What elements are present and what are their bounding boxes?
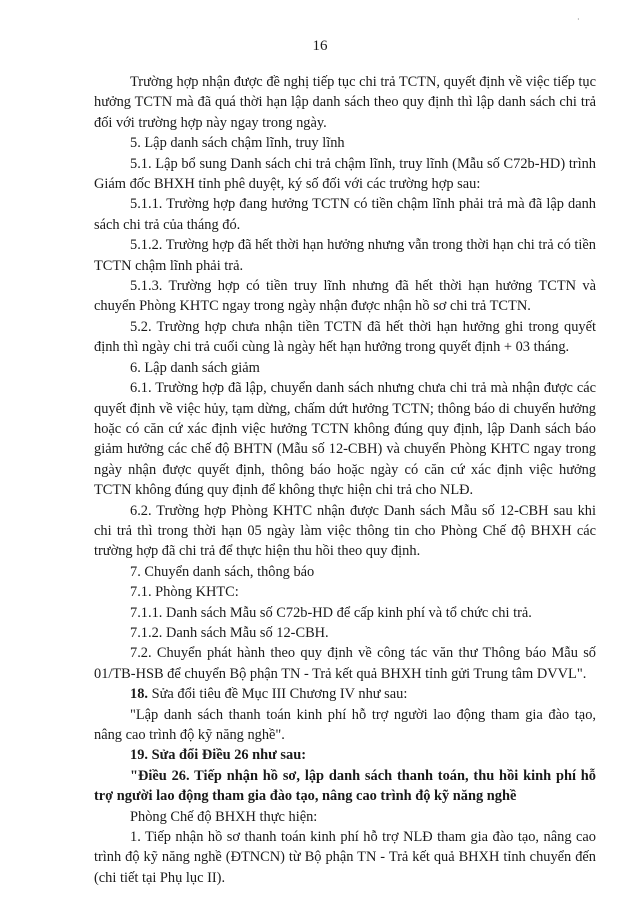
page-number: 16 [312, 38, 328, 54]
section-heading: 6. Lập danh sách giảm [130, 359, 260, 376]
paragraph: 7.1. Phòng KHTC: [130, 584, 239, 601]
paragraph: 6.2. Trường hợp Phòng KHTC nhận được Danh sách Mẫu số 12-CBH sau khi chi trả thì trong thời hạn 05 ngày làm việc thông tin cho Phòng Chế độ BHXH các trường hợp đã chi trả để thực hiện thu hồi theo quy định. [94, 502, 596, 560]
section-heading: 7. Chuyển danh sách, thông báo [130, 563, 315, 580]
paragraph: 7.1.2. Danh sách Mẫu số 12-CBH. [130, 624, 329, 641]
paragraph: 5.2. Trường hợp chưa nhận tiền TCTN đã hết thời hạn hưởng ghi trong quyết định thì ngày chi trả cuối cùng là ngày hết hạn hưởng trong quyết định + 03 tháng. [94, 318, 596, 356]
paragraph: 7.2. Chuyển phát hành theo quy định về công tác văn thư Thông báo Mẫu số 01/TB-HSB để chuyển Bộ phận TN - Trả kết quả BHXH tỉnh gửi Trung tâm DVVL". [94, 645, 596, 682]
paragraph: 5.1.1. Trường hợp đang hưởng TCTN có tiền chậm lĩnh phải trả mà đã lập danh sách chi trả của tháng đó. [94, 196, 596, 233]
paragraph: Trường hợp nhận được đề nghị tiếp tục chi trả TCTN, quyết định về việc tiếp tục hưởng TCTN mà đã quá thời hạn lập danh sách theo quy định thì lập danh sách chi trả đối với trường hợp này ngay trong ngày. [94, 74, 596, 131]
item-text: Sửa đổi tiêu đề Mục III Chương IV như sau: [148, 686, 408, 703]
paragraph: 5.1.2. Trường hợp đã hết thời hạn hưởng nhưng vẫn trong thời hạn chi trả có tiền TCTN chậm lĩnh phải trả. [94, 237, 596, 274]
paragraph: 1. Tiếp nhận hồ sơ thanh toán kinh phí hỗ trợ NLĐ tham gia đào tạo, nâng cao trình độ kỹ năng nghề (ĐTNCN) từ Bộ phận TN - Trả kết quả BHXH tỉnh chuyển đến (chi tiết tại Phụ lục II). [94, 829, 596, 886]
paragraph: Phòng Chế độ BHXH thực hiện: [130, 808, 318, 825]
paragraph: 5.1. Lập bổ sung Danh sách chi trả chậm lĩnh, truy lĩnh (Mẫu số C72b-HD) trình Giám đốc BHXH tỉnh phê duyệt, ký số đối với các trường hợp sau: [94, 155, 596, 193]
article-title: "Điều 26. Tiếp nhận hồ sơ, lập danh sách thanh toán, thu hồi kinh phí hỗ trợ người lao động tham gia đào tạo, nâng cao trình độ kỹ năng nghề [94, 767, 596, 805]
amendment-item [94, 684, 596, 704]
amendment-heading: 19. Sửa đổi Điều 26 như sau: [130, 747, 307, 764]
document-body [94, 72, 596, 888]
paragraph: 7.1.1. Danh sách Mẫu số C72b-HD để cấp kinh phí và tổ chức chi trả. [130, 604, 532, 621]
section-heading: 5. Lập danh sách chậm lĩnh, truy lĩnh [130, 135, 345, 152]
item-number: 18. [130, 686, 148, 703]
paragraph: 5.1.3. Trường hợp có tiền truy lĩnh nhưng đã hết thời hạn hưởng TCTN và chuyển Phòng KHTC ngay trong ngày nhận được nhận hồ sơ chi trả TCTN. [94, 278, 596, 315]
quoted-title: "Lập danh sách thanh toán kinh phí hỗ trợ người lao động tham gia đào tạo, nâng cao trình độ kỹ năng nghề". [94, 706, 596, 743]
paragraph: 6.1. Trường hợp đã lập, chuyển danh sách nhưng chưa chi trả mà nhận được các quyết định về việc hủy, tạm dừng, chấm dứt hưởng TCTN; thông báo di chuyển hưởng hoặc có căn cứ xác định việc hưởng TCTN không đúng quy định, lập Danh sách báo giảm hưởng các chế độ BHTN (Mẫu số 12-CBH) và chuyển Phòng KHTC ngay trong ngày nhận được quyết định, thông báo hoặc ngày có căn cứ xác định việc hưởng TCTN không đúng quy định để không thực hiện chi trả cho NLĐ. [94, 380, 596, 499]
corner-mark: · [577, 15, 580, 24]
